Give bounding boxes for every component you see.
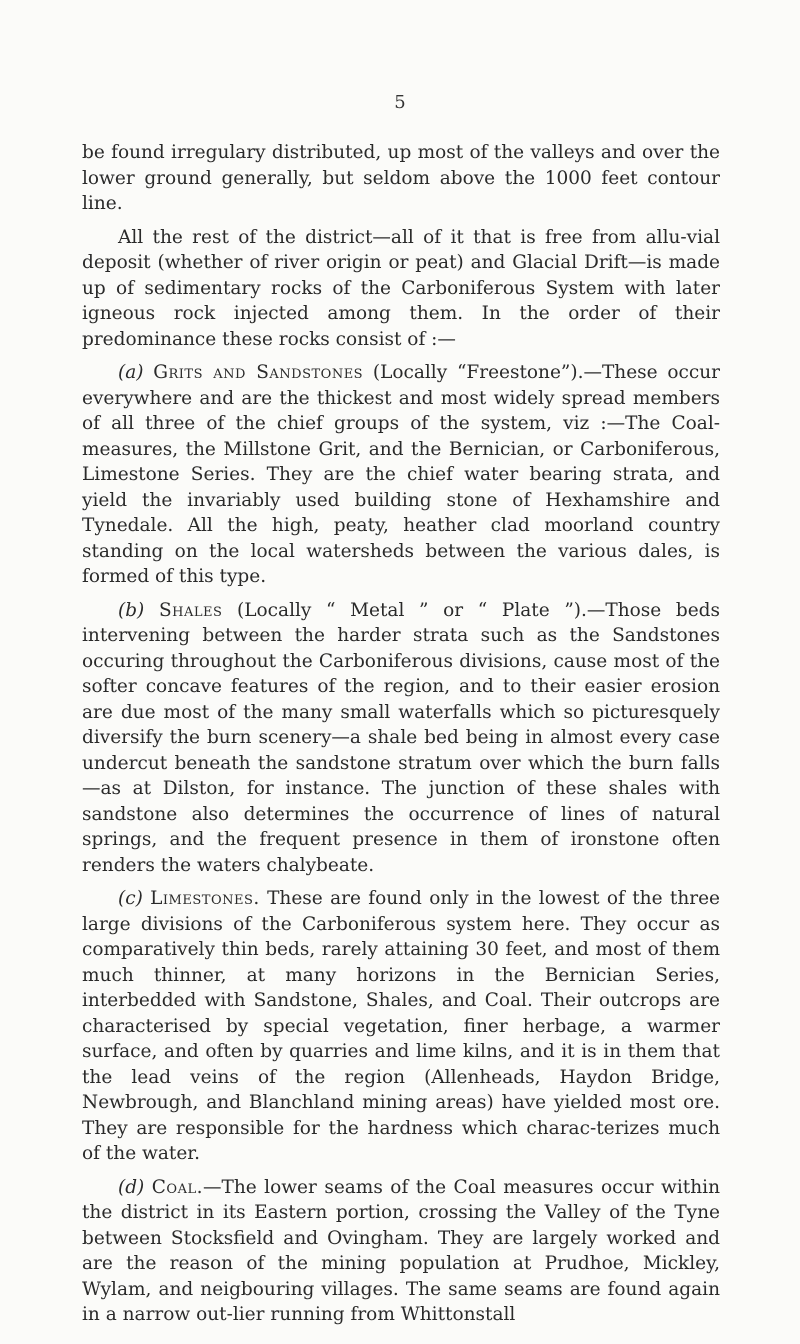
item-heading: Shales xyxy=(158,599,223,621)
body-text xyxy=(82,140,720,1336)
item-label: (a) xyxy=(118,362,144,383)
paragraph-continuation: be found irregulary distributed, up most of the valleys and over the lower ground generally, but seldom above the 1000 feet contour line. xyxy=(82,142,720,214)
page-number: 5 xyxy=(394,92,406,113)
item-label: (c) xyxy=(118,888,143,909)
item-heading: Coal. xyxy=(151,1176,203,1198)
item-shales xyxy=(82,598,720,879)
item-text: —The lower seams of the Coal measures occur within the district in its Eastern portion, crossing the Valley of the Tyne between Stocksfield and Ovingham. They are largely worked and are the reason of the mining population at Prudhoe, Mickley, Wylam, and neigbouring villages. The same seams are found again in a narrow out-lier running from Whittonstall xyxy=(82,1176,720,1325)
item-text: (Locally “Freestone”).—These occur everywhere and are the thickest and most widely spread members of all three of the chief groups of the system, viz :—The Coal-measures, the Millstone Grit, and the Bernician, or Carboniferous, Limestone Series. They are the chief water bearing strata, and yield the invariably used building stone of Hexhamshire and Tynedale. All the high, peaty, heather clad moorland country standing on the local watersheds between the various dales, is formed of this type. xyxy=(82,362,720,587)
item-text: (Locally “ Metal ” or “ Plate ”).—Those beds intervening between the harder strata such as the Sandstones occuring throughout the Carboniferous divisions, cause most of the softer concave features of the region, and to their easier erosion are due most of the many small waterfalls which so picturesquely diversify the burn scenery—a shale bed being in almost every case undercut beneath the sandstone stratum over which the burn falls—as at Dilston, for instance. The junction of these shales with sandstone also determines the occurrence of lines of natural springs, and the frequent presence in them of ironstone often renders the waters chalybeate. xyxy=(82,599,720,876)
item-limestones xyxy=(82,886,720,1167)
item-label: (d) xyxy=(118,1176,145,1198)
item-grits-sandstones xyxy=(82,360,720,590)
item-label: (b) xyxy=(118,599,145,621)
item-text: These are found only in the lowest of the three large divisions of the Carboniferous system here. They occur as comparatively thin beds, rarely attaining 30 feet, and most of them much thinner, at many horizons in the Bernician Series, interbedded with Sandstone, Shales, and Coal. Their outcrops are characterised by special vegetation, finer herbage, a warmer surface, and often by quarries and lime kilns, and it is in them that the lead veins of the region (Allenheads, Haydon Bridge, Newbrough, and Blanchland mining areas) have yielded most ore. They are responsible for the hardness which charac-terizes much of the water. xyxy=(82,888,720,1164)
item-heading: Limestones. xyxy=(150,888,260,909)
paragraph-district-rocks: All the rest of the district—all of it that is free from allu-vial deposit (whether of river origin or peat) and Glacial Drift—is made up of sedimentary rocks of the Carboniferous System with later igneous rock injected among them. In the order of their predominance these rocks consist of :— xyxy=(82,226,720,350)
item-heading: Grits and Sandstones xyxy=(153,362,364,383)
item-coal xyxy=(82,1175,720,1328)
